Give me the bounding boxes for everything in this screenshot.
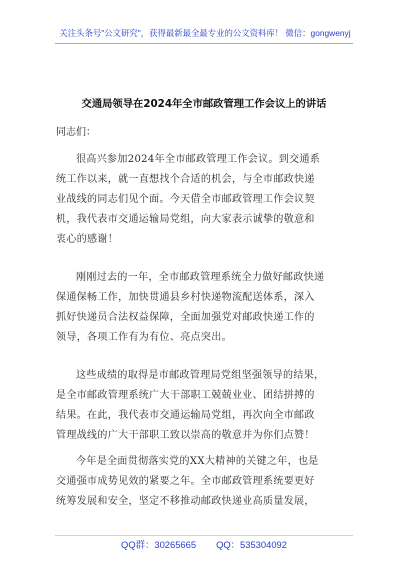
paragraph-line: 领导，各项工作有为有位、亮点突出。	[56, 332, 232, 343]
paragraph-line: 统工作以来，就一直想找个合适的机会，与全市邮政快递	[56, 174, 315, 185]
paragraph-2	[56, 268, 348, 348]
paragraph-3	[56, 366, 348, 446]
paragraph-line: 保通保畅工作，加快贯通县乡村快递物流配送体系，深入	[56, 292, 315, 303]
paragraph-line: 今年是全面贯彻落实党的XX大精神的关键之年，也是	[76, 456, 319, 467]
paragraph-1	[56, 150, 348, 250]
header-note: 关注头条号"公文研究"，获得最新最全最专业的公文资料库！ 微信：gongwenyj	[59, 28, 351, 38]
salutation: 同志们：	[56, 127, 96, 138]
paragraph-line: 统筹发展和安全，坚定不移推动邮政快递业高质量发展，	[56, 496, 315, 507]
footer-qq-group: QQ群：30265665	[121, 539, 197, 550]
footer	[0, 539, 408, 551]
paragraph-line: 管理战线的广大干部职工致以崇高的敬意并为你们点赞！	[56, 430, 315, 441]
paragraph-line: 结果。在此，我代表市交通运输局党组，再次向全市邮政	[56, 410, 315, 421]
paragraph-4	[56, 452, 348, 512]
header-divider	[55, 43, 353, 44]
paragraph-line: 机，我代表市交通运输局党组，向大家表示诚挚的敬意和	[56, 214, 315, 225]
paragraph-line: 衷心的感谢！	[56, 234, 119, 245]
paragraph-line: 这些成绩的取得是市邮政管理局党组坚强领导的结果，	[76, 370, 325, 381]
document-title: 交通局领导在2024年全市邮政管理工作会议上的讲话	[81, 98, 327, 110]
paragraph-line: 业战线的同志们见个面。今天借全市邮政管理工作会议契	[56, 194, 315, 205]
footer-qq: QQ：535304092	[216, 539, 287, 550]
paragraph-line: 很高兴参加2024年全市邮政管理工作会议。到交通系	[76, 154, 321, 165]
footer-divider	[55, 535, 353, 536]
paragraph-line: 交通强市成势见效的紧要之年。全市邮政管理系统要更好	[56, 476, 315, 487]
paragraph-line: 抓好快递员合法权益保障，全面加强党对邮政快递工作的	[56, 312, 315, 323]
paragraph-line: 是全市邮政管理系统广大干部职工兢兢业业、团结拼搏的	[56, 390, 315, 401]
paragraph-line: 刚刚过去的一年，全市邮政管理系统全力做好邮政快递	[76, 272, 325, 283]
